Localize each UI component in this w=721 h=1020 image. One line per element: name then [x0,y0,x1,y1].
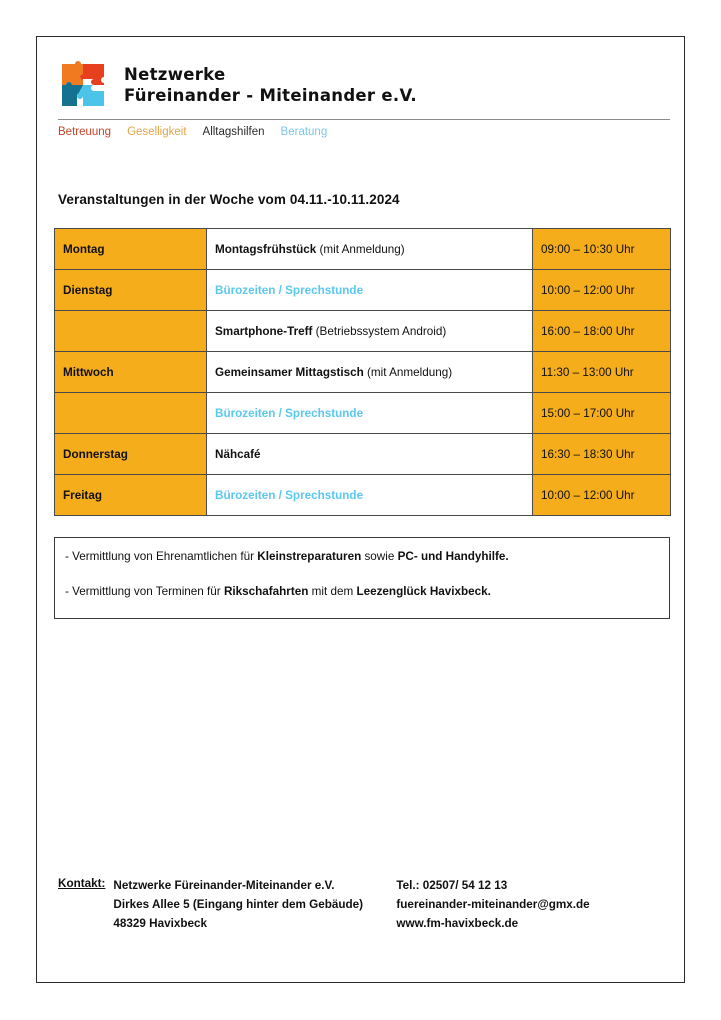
note-line [65,585,659,598]
address-line: Netzwerke Füreinander-Miteinander e.V. [113,879,335,892]
header-divider [58,119,670,120]
note-text: - Vermittlung von Terminen für [65,585,224,598]
organisation-name [124,64,417,106]
event-note: (mit Anmeldung) [363,365,453,379]
event-note: (mit Anmeldung) [316,242,405,256]
table-row [55,352,671,393]
cell-event [207,434,533,475]
website-url[interactable]: www.fm-havixbeck.de [396,916,519,930]
org-name-line1: Netzwerke [124,64,226,84]
cell-time: 15:00 – 17:00 Uhr [533,393,671,434]
note-text: mit dem [308,585,357,598]
page-title: Veranstaltungen in der Woche vom 04.11.-10.11.2024 [58,192,400,207]
address-line: Dirkes Allee 5 (Eingang hinter dem Gebäude) [113,897,364,911]
logo-row [58,56,670,114]
cell-day: Mittwoch [55,352,207,393]
cell-day: Freitag [55,475,207,516]
cell-event [207,393,533,434]
org-name-line2: Füreinander - Miteinander e.V. [124,86,417,105]
table-row [55,311,671,352]
cell-time: 10:00 – 12:00 Uhr [533,475,671,516]
cell-day: Donnerstag [55,434,207,475]
event-title: Bürozeiten / Sprechstunde [215,488,364,502]
document-page [36,36,685,983]
note-highlight: Rikschafahrten [223,585,309,598]
event-title: Bürozeiten / Sprechstunde [215,283,364,297]
service-nav [58,126,670,138]
note-text: sowie [361,550,398,563]
cell-time: 10:00 – 12:00 Uhr [533,270,671,311]
table-row [55,270,671,311]
puzzle-four-pieces-icon [58,60,108,110]
event-title: Montagsfrühstück [215,242,317,256]
cell-time: 09:00 – 10:30 Uhr [533,229,671,270]
contact-label: Kontakt: [58,877,106,890]
cell-day [55,311,207,352]
note-text: - Vermittlung von Ehrenamtlichen für [65,550,258,563]
weekly-schedule-table [54,228,671,516]
email-address[interactable]: fuereinander-miteinander@gmx.de [396,897,590,911]
table-row [55,229,671,270]
cell-event [207,311,533,352]
note-line [65,550,659,563]
note-highlight: Kleinstreparaturen [257,550,362,563]
schedule-body [55,229,671,516]
table-row [55,393,671,434]
nav-item-geselligkeit[interactable]: Geselligkeit [127,126,187,138]
note-highlight: Leezenglück Havixbeck. [356,585,491,598]
event-note: (Betriebssystem Android) [312,324,447,338]
cell-event [207,229,533,270]
contact-footer [58,877,590,934]
nav-item-beratung[interactable]: Beratung [280,126,328,138]
cell-time: 16:30 – 18:30 Uhr [533,434,671,475]
event-title: Bürozeiten / Sprechstunde [215,406,364,420]
address-line: 48329 Havixbeck [113,916,207,930]
cell-day: Dienstag [55,270,207,311]
table-row [55,434,671,475]
document-header [58,56,670,138]
cell-day [55,393,207,434]
cell-time: 11:30 – 13:00 Uhr [533,352,671,393]
note-highlight: PC- und Handyhilfe. [397,550,509,563]
event-title: Gemeinsamer Mittagstisch [215,365,364,379]
phone-number: Tel.: 02507/ 54 12 13 [396,879,508,892]
table-row [55,475,671,516]
cell-day: Montag [55,229,207,270]
additional-services-box [54,537,670,619]
cell-event [207,352,533,393]
nav-item-alltagshilfen[interactable]: Alltagshilfen [202,126,265,138]
contact-address-block [113,877,396,934]
contact-channels-block [396,877,589,934]
nav-item-betreuung[interactable]: Betreuung [58,126,112,138]
event-title: Nähcafé [215,447,261,461]
cell-event [207,270,533,311]
event-title: Smartphone-Treff [215,324,313,338]
cell-time: 16:00 – 18:00 Uhr [533,311,671,352]
cell-event [207,475,533,516]
